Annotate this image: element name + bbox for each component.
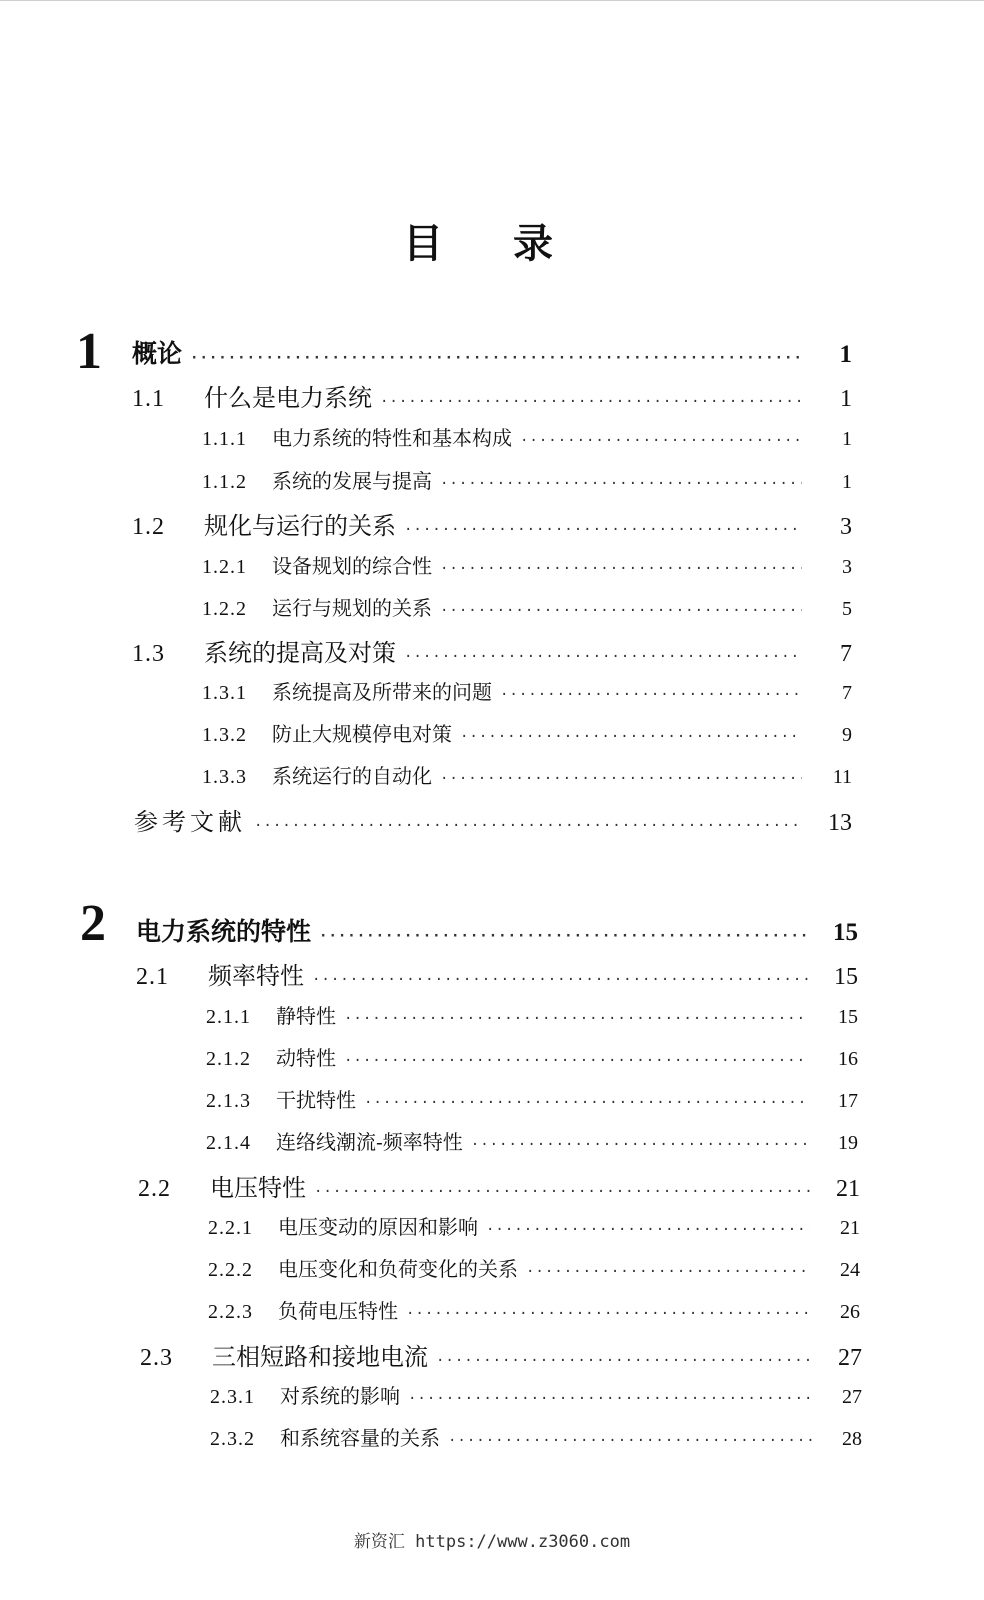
page-number: 1 xyxy=(842,428,852,450)
section-number: 2.3 xyxy=(140,1345,173,1371)
page-number: 13 xyxy=(828,810,852,836)
toc-chapter-entry[interactable] xyxy=(132,334,852,370)
toc-section-entry[interactable] xyxy=(132,633,852,668)
subsection-number: 1.1.1 xyxy=(202,428,247,450)
chapter-title: 电力系统的特性 xyxy=(136,917,312,946)
subsection-title: 干扰特性 xyxy=(276,1088,356,1112)
toc-subsection-entry[interactable] xyxy=(208,1211,860,1240)
page-number: 1 xyxy=(842,471,852,493)
toc-references-entry[interactable] xyxy=(134,802,852,837)
page-number: 5 xyxy=(842,598,852,620)
dot-leader xyxy=(406,1306,810,1322)
subsection-number: 2.2.1 xyxy=(208,1217,253,1239)
subsection-number: 2.3.2 xyxy=(210,1428,255,1450)
toc-title: 目 录 xyxy=(403,221,581,267)
subsection-title: 系统运行的自动化 xyxy=(272,764,432,788)
page-number: 16 xyxy=(838,1048,858,1070)
dot-leader xyxy=(380,394,802,410)
chapter-number: 1 xyxy=(76,323,102,380)
page-number: 21 xyxy=(840,1217,860,1239)
page-number: 15 xyxy=(838,1006,858,1028)
subsection-title: 电力系统的特性和基本构成 xyxy=(272,426,512,450)
toc-subsection-entry[interactable] xyxy=(202,676,852,705)
dot-leader xyxy=(486,1222,810,1238)
page-number: 7 xyxy=(842,682,852,704)
subsection-title: 对系统的影响 xyxy=(280,1384,400,1408)
toc-subsection-entry[interactable] xyxy=(202,760,852,789)
dot-leader xyxy=(254,818,802,834)
dot-leader xyxy=(190,350,802,366)
toc-subsection-entry[interactable] xyxy=(208,1253,860,1282)
section-title: 三相短路和接地电流 xyxy=(212,1343,428,1371)
subsection-title: 电压变动的原因和影响 xyxy=(278,1215,478,1239)
dot-leader xyxy=(344,1053,808,1069)
toc-subsection-entry[interactable] xyxy=(202,465,852,494)
toc-section-entry[interactable] xyxy=(132,506,852,541)
toc-subsection-entry[interactable] xyxy=(210,1422,862,1451)
page-number: 15 xyxy=(834,964,858,990)
chapter-title: 概论 xyxy=(132,339,183,368)
dot-leader xyxy=(344,1011,808,1027)
dot-leader xyxy=(440,476,802,492)
dot-leader xyxy=(404,649,802,665)
subsection-title: 负荷电压特性 xyxy=(278,1299,398,1323)
page-top-rule xyxy=(0,0,984,4)
subsection-title: 动特性 xyxy=(276,1046,336,1070)
toc-subsection-entry[interactable] xyxy=(206,1042,858,1071)
toc-section-entry[interactable] xyxy=(138,1168,860,1203)
subsection-title: 运行与规划的关系 xyxy=(272,596,432,620)
toc-subsection-entry[interactable] xyxy=(206,1126,858,1155)
toc-subsection-entry[interactable] xyxy=(206,1084,858,1113)
dot-leader xyxy=(404,522,802,538)
subsection-title: 系统提高及所带来的问题 xyxy=(272,680,492,704)
page-number: 9 xyxy=(842,724,852,746)
page-number: 21 xyxy=(836,1176,860,1202)
toc-chapter-entry[interactable] xyxy=(136,912,858,948)
dot-leader xyxy=(436,1353,812,1369)
dot-leader xyxy=(448,1433,812,1449)
section-title: 系统的提高及对策 xyxy=(204,639,396,667)
subsection-title: 连络线潮流-频率特性 xyxy=(276,1130,463,1154)
toc-subsection-entry[interactable] xyxy=(202,718,852,747)
section-title: 什么是电力系统 xyxy=(204,384,372,412)
page-number: 27 xyxy=(842,1386,862,1408)
subsection-title: 防止大规模停电对策 xyxy=(272,722,452,746)
references-title: 参考文献 xyxy=(134,808,246,836)
toc-subsection-entry[interactable] xyxy=(206,1000,858,1029)
section-number: 2.2 xyxy=(138,1176,171,1202)
section-number: 1.3 xyxy=(132,641,165,667)
section-number: 1.1 xyxy=(132,386,165,412)
section-number: 2.1 xyxy=(136,964,169,990)
page-number: 27 xyxy=(838,1345,862,1371)
page-number: 24 xyxy=(840,1259,860,1281)
dot-leader xyxy=(312,972,808,988)
dot-leader xyxy=(440,561,802,577)
toc-subsection-entry[interactable] xyxy=(202,550,852,579)
subsection-number: 2.1.3 xyxy=(206,1090,251,1112)
subsection-number: 2.3.1 xyxy=(210,1386,255,1408)
subsection-number: 1.3.2 xyxy=(202,724,247,746)
page-number: 15 xyxy=(833,919,858,946)
toc-subsection-entry[interactable] xyxy=(208,1295,860,1324)
toc-subsection-entry[interactable] xyxy=(202,592,852,621)
dot-leader xyxy=(408,1391,812,1407)
page-number: 1 xyxy=(839,341,852,368)
dot-leader xyxy=(471,1137,808,1153)
subsection-number: 1.1.2 xyxy=(202,471,247,493)
page-number: 11 xyxy=(832,766,852,788)
subsection-title: 系统的发展与提高 xyxy=(272,469,432,493)
subsection-title: 静特性 xyxy=(276,1004,336,1028)
page-number: 19 xyxy=(838,1132,858,1154)
subsection-number: 2.1.2 xyxy=(206,1048,251,1070)
subsection-title: 和系统容量的关系 xyxy=(280,1426,440,1450)
toc-section-entry[interactable] xyxy=(140,1337,862,1372)
subsection-title: 设备规划的综合性 xyxy=(272,554,432,578)
subsection-number: 2.2.3 xyxy=(208,1301,253,1323)
dot-leader xyxy=(314,1184,810,1200)
subsection-number: 1.3.1 xyxy=(202,682,247,704)
page-number: 1 xyxy=(840,386,852,412)
chapter-number: 2 xyxy=(80,895,106,952)
section-title: 频率特性 xyxy=(208,962,304,990)
subsection-number: 2.2.2 xyxy=(208,1259,253,1281)
dot-leader xyxy=(319,928,808,944)
toc-section-entry[interactable] xyxy=(132,378,852,413)
subsection-number: 1.2.2 xyxy=(202,598,247,620)
subsection-number: 1.3.3 xyxy=(202,766,247,788)
toc-subsection-entry[interactable] xyxy=(202,422,852,451)
page-number: 3 xyxy=(840,514,852,540)
section-number: 1.2 xyxy=(132,514,165,540)
page-number: 26 xyxy=(840,1301,860,1323)
dot-leader xyxy=(520,433,802,449)
dot-leader xyxy=(500,687,802,703)
footer-watermark: 新资汇 https://www.z3060.com xyxy=(353,1532,631,1552)
dot-leader xyxy=(364,1095,808,1111)
dot-leader xyxy=(440,603,802,619)
subsection-number: 2.1.4 xyxy=(206,1132,251,1154)
dot-leader xyxy=(460,729,802,745)
page-number: 17 xyxy=(838,1090,858,1112)
section-title: 电压特性 xyxy=(210,1174,306,1202)
subsection-number: 2.1.1 xyxy=(206,1006,251,1028)
subsection-number: 1.2.1 xyxy=(202,556,247,578)
dot-leader xyxy=(526,1264,810,1280)
page-number: 7 xyxy=(840,641,852,667)
subsection-title: 电压变化和负荷变化的关系 xyxy=(278,1257,518,1281)
toc-section-entry[interactable] xyxy=(136,956,858,991)
page-number: 3 xyxy=(842,556,852,578)
page-number: 28 xyxy=(842,1428,862,1450)
toc-subsection-entry[interactable] xyxy=(210,1380,862,1409)
section-title: 规化与运行的关系 xyxy=(204,512,396,540)
dot-leader xyxy=(440,771,802,787)
